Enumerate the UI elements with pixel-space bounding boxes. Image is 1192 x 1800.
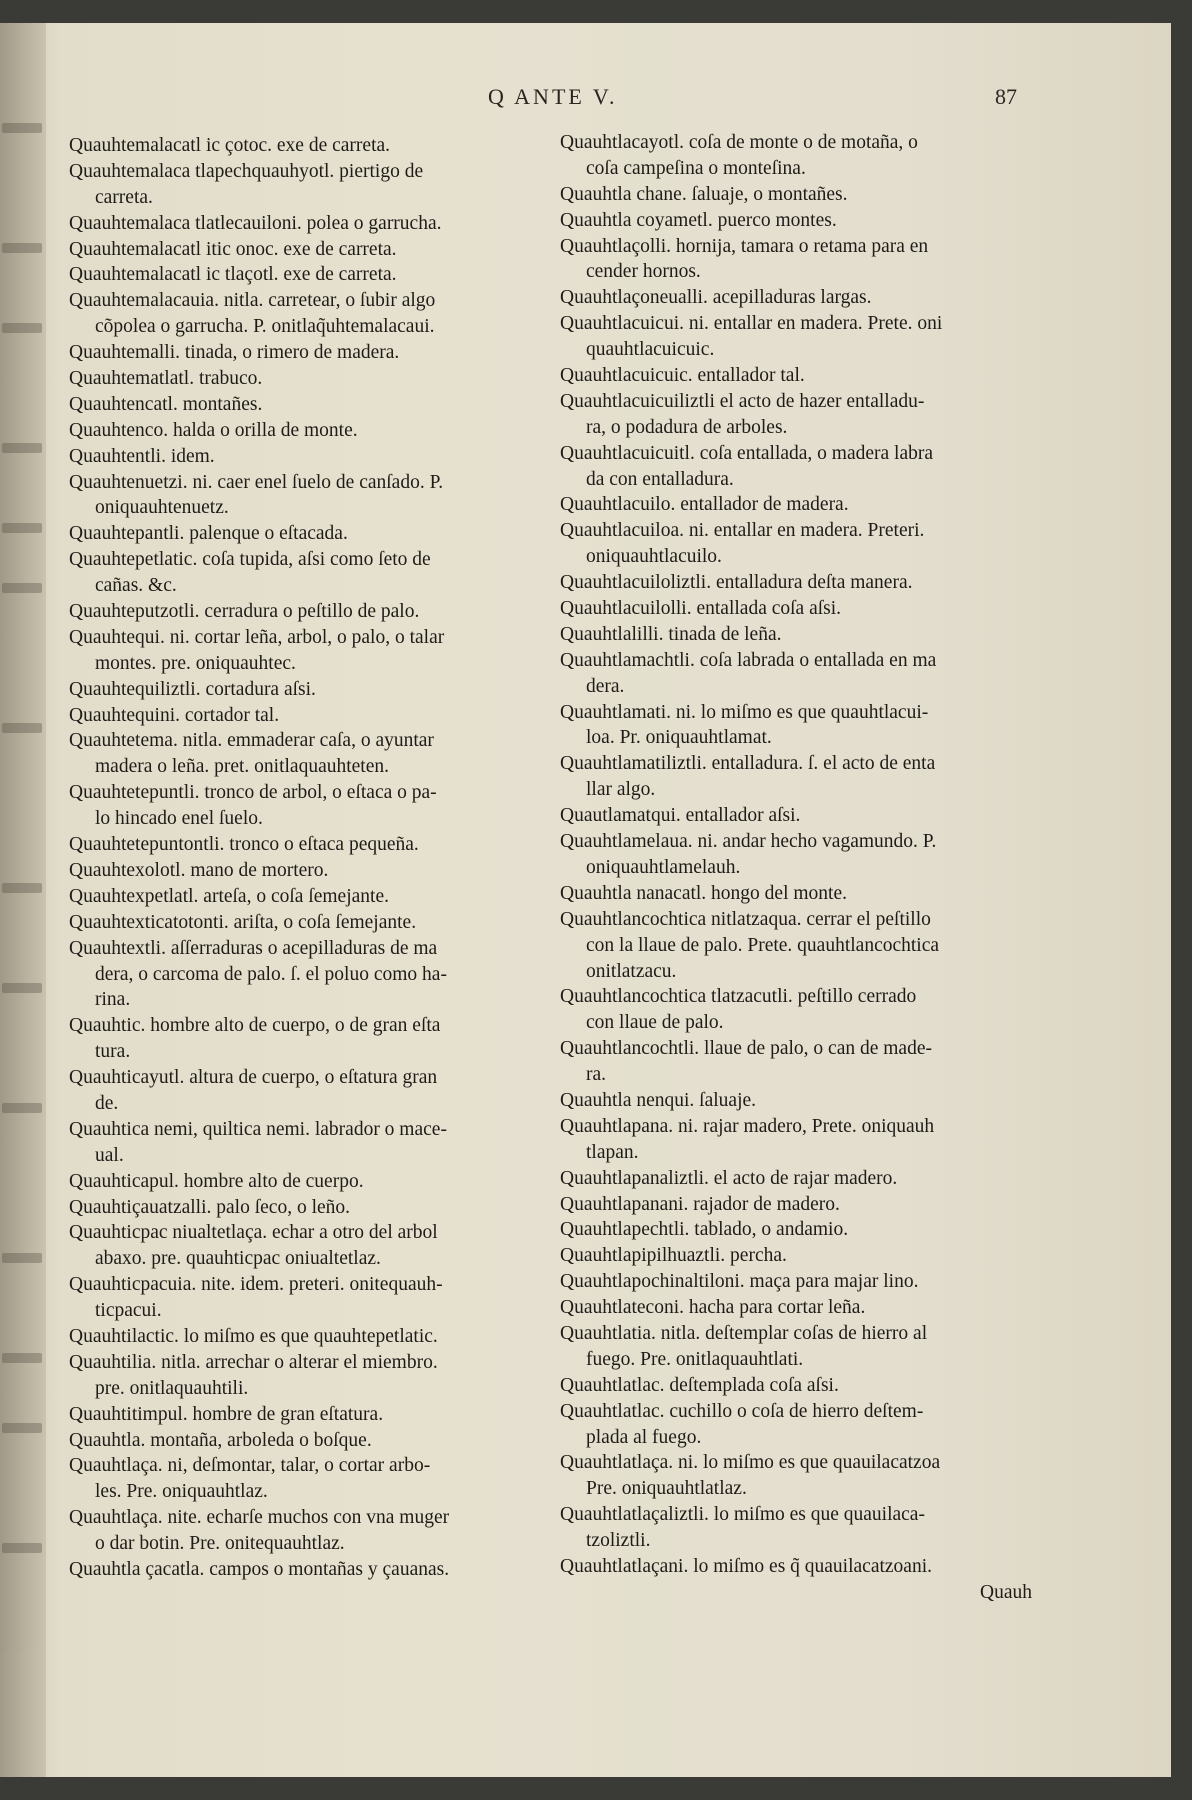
dictionary-entry-line: Quauhtlatia. nitla. deſtemplar coſas de hierro al [560,1322,928,1344]
entry-continuation-line: con la llaue de palo. Prete. quauhtlancochtica [586,934,940,956]
dictionary-entry-line: Quauhtenuetzi. ni. caer enel ſuelo de canſado. P. [69,471,444,493]
dictionary-entry-line: Quauhtentli. idem. [69,445,215,467]
dictionary-entry-line: Quauhtexpetlatl. arteſa, o coſa ſemejante. [69,885,389,907]
entry-continuation-line: cañas. &c. [95,575,177,597]
dictionary-entry-line: Quauhtilactic. lo miſmo es que quauhtepetlatic. [69,1325,438,1347]
dictionary-entry-line: Quauhtemalaca tlapechquauhyotl. piertigo de [69,160,424,182]
dictionary-entry-line: Quauhtexolotl. mano de mortero. [69,859,329,881]
dictionary-entry-line: Quauhtlacayotl. coſa de monte o de motaña, o [560,132,918,153]
entry-continuation-line: abaxo. pre. quauhticpac oniualtetlaz. [95,1248,381,1270]
entry-continuation-line: ra. [586,1064,607,1086]
dictionary-entry-line: Quauhtlacuiloliztli. entalladura deſta manera. [560,572,913,594]
dictionary-entry-line: Quauhtlapanaliztli. el acto de rajar madero. [560,1167,898,1189]
dictionary-entry-line: Quauhtlacuicui. ni. entallar en madera. Prete. oni [560,313,943,335]
dictionary-entry-line: Quauhtlancochtica nitlatzaqua. cerrar el peſtillo [560,908,931,930]
dictionary-entry-line: Quauhtepantli. palenque o eſtacada. [69,523,348,545]
entry-continuation-line: carreta. [95,186,153,208]
dictionary-entry-line: Quauhtlancochtica tlatzacutli. peſtillo cerrado [560,986,917,1008]
dictionary-entry-line: Quauhtemalacatl itic onoc. exe de carreta. [69,238,397,260]
dictionary-entry-line: Quauhtlamachtli. coſa labrada o entallada en ma [560,649,937,671]
dictionary-entry-line: Quauhtlacuiloa. ni. entallar en madera. Preteri. [560,520,925,542]
dictionary-entry-line: Quauhtlacuicuitl. coſa entallada, o madera labra [560,442,934,464]
dictionary-entry-line: Quauhtlaça. nite. echarſe muchos con vna muger [69,1507,450,1529]
dictionary-entry-line: Quauhtequi. ni. cortar leña, arbol, o palo, o talar [69,626,445,648]
dictionary-entry-line: Quauhtla. montaña, arboleda o boſque. [69,1429,372,1451]
entry-continuation-line: fuego. Pre. onitlaquauhtlati. [586,1348,804,1370]
dictionary-entry-line: Quauhtiçauatzalli. palo ſeco, o leño. [69,1196,351,1218]
dictionary-entry-line: Quauhtlatlaçaliztli. lo miſmo es que quauilaca- [560,1504,925,1526]
entry-continuation-line: montes. pre. oniquauhtec. [95,652,296,674]
entry-continuation-line: onitlatzacu. [586,960,677,982]
dictionary-entry-line: Quauhtitimpul. hombre de gran eſtatura. [69,1403,384,1425]
dictionary-entry-line: Quauhtlacuilolli. entallada coſa aſsi. [560,598,842,620]
catchword: Quauh [980,1581,1032,1603]
page-header [0,84,1192,114]
entry-continuation-line: madera o leña. pret. onitlaquauhteten. [95,756,390,778]
dictionary-entry-line: Quauhticapul. hombre alto de cuerpo. [69,1170,364,1192]
running-head: Q ANTE V. [488,84,618,109]
dictionary-entry-line: Quauhtenco. halda o orilla de monte. [69,419,358,441]
entry-continuation-line: oniquauhtenuetz. [95,497,229,519]
dictionary-entry-line: Quauhtequiliztli. cortadura aſsi. [69,678,316,700]
dictionary-entry-line: Quauhtla nanacatl. hongo del monte. [560,882,847,904]
dictionary-entry-line: Quautlamatqui. entallador aſsi. [560,805,801,827]
dictionary-entry-line: Quauhteputzotli. cerradura o peſtillo de palo. [69,601,420,623]
entry-continuation-line: quauhtlacuicuic. [586,339,715,361]
dictionary-entry-line: Quauhtlateconi. hacha para cortar leña. [560,1297,866,1319]
entry-continuation-line: ual. [95,1144,124,1166]
dictionary-entry-line: Quauhtla coyametl. puerco montes. [560,209,837,231]
dictionary-entry-line: Quauhtlamelaua. ni. andar hecho vagamundo. P. [560,831,937,853]
entry-continuation-line: ticpacui. [95,1300,162,1322]
entry-continuation-line: plada al fuego. [586,1426,702,1448]
dictionary-entry-line: Quauhtilia. nitla. arrechar o alterar el miembro. [69,1351,438,1373]
dictionary-entry-line: Quauhtemalacauia. nitla. carretear, o ſubir algo [69,290,436,312]
entry-continuation-line: cender hornos. [586,261,701,283]
dictionary-entry-line: Quauhticpacuia. nite. idem. preteri. onitequauh- [69,1274,443,1296]
entry-continuation-line: dera. [586,675,625,697]
entry-continuation-line: Pre. oniquauhtlatlaz. [586,1478,747,1500]
dictionary-entry-line: Quauhtemalacatl ic tlaçotl. exe de carreta. [69,264,397,286]
dictionary-entry-line: Quauhtica nemi, quiltica nemi. labrador o mace- [69,1118,447,1140]
entry-continuation-line: rina. [95,989,131,1011]
entry-continuation-line: de. [95,1092,119,1114]
dictionary-entry-line: Quauhtlapipilhuaztli. percha. [560,1245,787,1267]
dictionary-entry-line: Quauhtencatl. montañes. [69,393,263,415]
dictionary-entry-line: Quauhtlatlaçani. lo miſmo es q̃ quauilacatzoani. [560,1555,933,1577]
dictionary-entry-line: Quauhtlapechtli. tablado, o andamio. [560,1219,849,1241]
dictionary-entry-line: Quauhtlaçoneualli. acepilladuras largas. [560,287,872,309]
entry-continuation-line: o dar botin. Pre. onitequauhtlaz. [95,1533,345,1555]
dictionary-entry-line: Quauhtlapanani. rajador de madero. [560,1193,840,1215]
dictionary-entry-line: Quauhtla çacatla. campos o montañas y çauanas. [69,1558,450,1580]
dictionary-entry-line: Quauhtlatlac. deſtemplada coſa aſsi. [560,1374,839,1396]
entry-continuation-line: oniquauhtlamelauh. [586,856,741,878]
dictionary-entry-line: Quauhtlamati. ni. lo miſmo es que quauhtlacui- [560,701,929,723]
dictionary-entry-line: Quauhtequini. cortador tal. [69,704,280,726]
entry-continuation-line: coſa campeſina o monteſina. [586,157,806,179]
dictionary-entry-line: Quauhtic. hombre alto de cuerpo, o de gran eſta [69,1015,441,1037]
dictionary-entry-line: Quauhticayutl. altura de cuerpo, o eſtatura gran [69,1067,438,1089]
entry-continuation-line: les. Pre. oniquauhtlaz. [95,1481,268,1503]
dictionary-entry-line: Quauhtlacuicuiliztli el acto de hazer entalladu- [560,390,925,412]
entry-continuation-line: loa. Pr. oniquauhtlamat. [586,727,772,749]
dictionary-entry-line: Quauhtlaça. ni, deſmontar, talar, o cortar arbo- [69,1455,431,1477]
entry-continuation-line: pre. onitlaquauhtili. [95,1377,249,1399]
dictionary-entry-line: Quauhtlacuicuic. entallador tal. [560,365,805,387]
left-column [69,133,549,1583]
dictionary-entry-line: Quauhtexticatotonti. ariſta, o coſa ſemejante. [69,911,417,933]
dictionary-entry-line: Quauhtlancochtli. llaue de palo, o can de made- [560,1038,932,1060]
entry-continuation-line: dera, o carcoma de palo. ſ. el poluo como ha- [95,963,447,985]
dictionary-entry-line: Quauhtetepuntontli. tronco o eſtaca pequeña. [69,834,419,856]
right-column [560,130,1050,1606]
entry-continuation-line: con llaue de palo. [586,1012,724,1034]
entry-continuation-line: llar algo. [586,779,656,801]
entry-continuation-line: cõpolea o garrucha. P. onitlaq̃uhtemalacaui. [95,316,435,338]
entry-continuation-line: tzoliztli. [586,1530,651,1552]
dictionary-entry-line: Quauhtetepuntli. tronco de arbol, o eſtaca o pa- [69,782,437,804]
dictionary-entry-line: Quauhtlalilli. tinada de leña. [560,623,782,645]
dictionary-entry-line: Quauhtla chane. ſaluaje, o montañes. [560,183,848,205]
entry-continuation-line: da con entalladura. [586,468,734,490]
previous-page-edge [0,23,46,1777]
dictionary-entry-line: Quauhtematlatl. trabuco. [69,368,263,390]
dictionary-entry-line: Quauhtemalaca tlatlecauiloni. polea o garrucha. [69,212,442,234]
dictionary-entry-line: Quauhtlaçolli. hornija, tamara o retama para en [560,235,929,257]
dictionary-entry-line: Quauhtlatlac. cuchillo o coſa de hierro deſtem- [560,1400,924,1422]
dictionary-entry-line: Quauhticpac niualtetlaça. echar a otro del arbol [69,1222,438,1244]
dictionary-entry-line: Quauhtla nenqui. ſaluaje. [560,1089,757,1111]
dictionary-entry-line: Quauhtlamatiliztli. entalladura. ſ. el acto de enta [560,753,936,775]
dictionary-entry-line: Quauhtemalacatl ic çotoc. exe de carreta. [69,135,391,156]
dictionary-entry-line: Quauhtlapochinaltiloni. maça para majar lino. [560,1271,919,1293]
entry-continuation-line: tura. [95,1041,131,1063]
entry-continuation-line: lo hincado enel ſuelo. [95,808,263,830]
dictionary-entry-line: Quauhtetema. nitla. emmaderar caſa, o ayuntar [69,730,434,752]
dictionary-entry-line: Quauhtlatlaça. ni. lo miſmo es que quauilacatzoa [560,1452,941,1474]
dictionary-entry-line: Quauhtemalli. tinada, o rimero de madera. [69,342,400,364]
dictionary-entry-line: Quauhtlapana. ni. rajar madero, Prete. oniquauh [560,1115,935,1137]
entry-continuation-line: ra, o podadura de arboles. [586,416,788,438]
dictionary-entry-line: Quauhtextli. aſſerraduras o acepilladuras de ma [69,937,438,959]
entry-continuation-line: oniquauhtlacuilo. [586,546,722,568]
page-number: 87 [995,84,1017,109]
entry-continuation-line: tlapan. [586,1141,639,1163]
dictionary-entry-line: Quauhtepetlatic. coſa tupida, aſsi como ſeto de [69,549,431,571]
dictionary-entry-line: Quauhtlacuilo. entallador de madera. [560,494,849,516]
